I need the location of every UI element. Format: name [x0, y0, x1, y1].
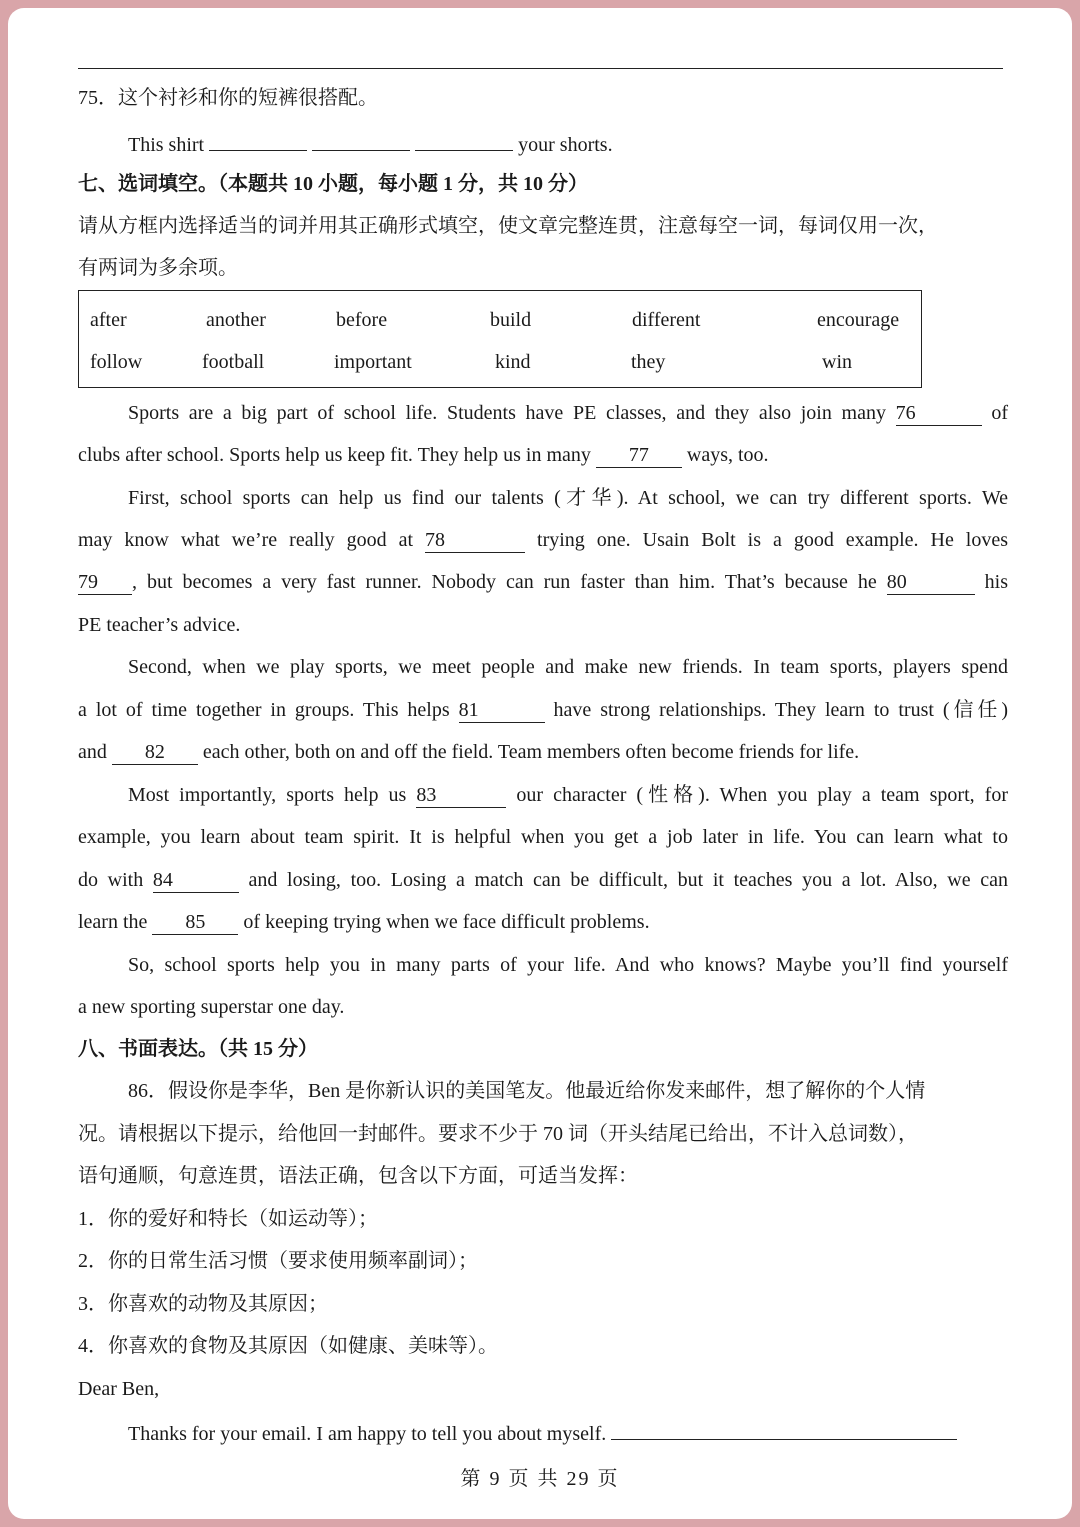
passage-line: and 82 each other, both on and off the field. Team members often become friends for life.	[78, 741, 860, 763]
word-item: encourage	[817, 309, 900, 331]
exam-page	[8, 8, 1072, 1519]
blank-80[interactable]: 80	[887, 570, 975, 595]
word-item: kind	[495, 351, 531, 373]
word-item: football	[202, 351, 265, 373]
passage-line: clubs after school. Sports help us keep fit. They help us in many 77 ways, too.	[78, 444, 769, 466]
passage-line: PE teacher’s advice.	[78, 614, 241, 636]
letter-opening: Thanks for your email. I am happy to tell you about myself.	[128, 1417, 1008, 1448]
blank-76[interactable]: 76	[896, 401, 982, 426]
top-rule	[78, 68, 1003, 69]
passage-line: First, school sports can help us find our talents (才华). At school, we can try different sports. We	[128, 487, 1008, 509]
blank-83[interactable]: 83	[416, 783, 506, 808]
word-item: build	[490, 309, 532, 331]
blank-78[interactable]: 78	[425, 528, 525, 553]
q86-point: 2．你的日常生活习惯（要求使用频率副词）；	[78, 1250, 478, 1272]
section8-title: 八、书面表达。（共 15 分）	[78, 1038, 318, 1060]
passage-line: a new sporting superstar one day.	[78, 996, 345, 1018]
section7-instruction-1: 请从方框内选择适当的词并用其正确形式填空，使文章完整连贯，注意每空一词，每词仅用一次，	[78, 215, 938, 237]
letter-greeting: Dear Ben,	[78, 1378, 160, 1400]
blank-77[interactable]: 77	[596, 443, 682, 468]
passage-line: example, you learn about team spirit. It is helpful when you get a job later in life. You can learn what to	[78, 826, 1008, 848]
q75-prompt: 75．这个衬衫和你的短裤很搭配。	[78, 87, 378, 109]
q86-point: 1．你的爱好和特长（如运动等）；	[78, 1208, 378, 1230]
passage-line: a lot of time together in groups. This helps 81 have strong relationships. They learn to trust (信任)	[78, 699, 1008, 721]
q75-sentence	[128, 128, 1008, 159]
passage-line: do with 84 and losing, too. Losing a match can be difficult, but it teaches you a lot. Also, we can	[78, 869, 1009, 891]
q75-blank-3[interactable]	[415, 128, 513, 151]
section7-instruction-2: 有两词为多余项。	[78, 257, 238, 279]
q75-blank-2[interactable]	[312, 128, 410, 151]
passage-line: So, school sports help you in many parts of your life. And who knows? Maybe you’ll find yourself	[128, 954, 1008, 976]
passage-line: learn the 85 of keeping trying when we face difficult problems.	[78, 911, 650, 933]
word-item: important	[334, 351, 412, 373]
q86-text: 况。请根据以下提示，给他回一封邮件。要求不少于 70 词（开头结尾已给出，不计入总词数），	[78, 1123, 918, 1145]
blank-81[interactable]: 81	[459, 698, 545, 723]
word-item: another	[206, 309, 266, 331]
passage-line: Second, when we play sports, we meet people and make new friends. In team sports, players spend	[128, 656, 1008, 678]
word-item: follow	[90, 351, 143, 373]
q75-blank-1[interactable]	[209, 128, 307, 151]
word-item: after	[90, 309, 127, 331]
q75-end: your shorts.	[518, 134, 613, 156]
section7-title: 七、选词填空。（本题共 10 小题，每小题 1 分，共 10 分）	[78, 173, 588, 195]
passage-line: may know what we’re really good at 78 trying one. Usain Bolt is a good example. He loves	[78, 529, 1009, 551]
word-box	[78, 290, 922, 388]
word-item: different	[632, 309, 701, 331]
blank-85[interactable]: 85	[152, 910, 238, 935]
q75-start: This shirt	[128, 134, 205, 156]
blank-79[interactable]: 79	[78, 570, 132, 595]
blank-82[interactable]: 82	[112, 740, 198, 765]
page-number: 第 9 页 共 29 页	[460, 1468, 620, 1490]
q86-text: 86．假设你是李华，Ben 是你新认识的美国笔友。他最近给你发来邮件，想了解你的个人情	[128, 1080, 926, 1102]
passage-line: Most importantly, sports help us 83 our character (性格). When you play a team sport, for	[128, 784, 1009, 806]
passage-line: Sports are a big part of school life. Students have PE classes, and they also join many 76 of	[128, 402, 1009, 424]
passage-line: 79 , but becomes a very fast runner. Nobody can run faster than him. That’s because he 80 his	[78, 571, 1009, 593]
blank-84[interactable]: 84	[153, 868, 239, 893]
word-item: before	[336, 309, 388, 331]
word-item: win	[822, 351, 852, 373]
q86-point: 3．你喜欢的动物及其原因；	[78, 1293, 328, 1315]
q86-text: 语句通顺，句意连贯，语法正确，包含以下方面，可适当发挥：	[78, 1165, 638, 1187]
writing-line[interactable]	[611, 1417, 957, 1440]
word-item: they	[631, 351, 666, 373]
q86-point: 4．你喜欢的食物及其原因（如健康、美味等）。	[78, 1335, 498, 1357]
